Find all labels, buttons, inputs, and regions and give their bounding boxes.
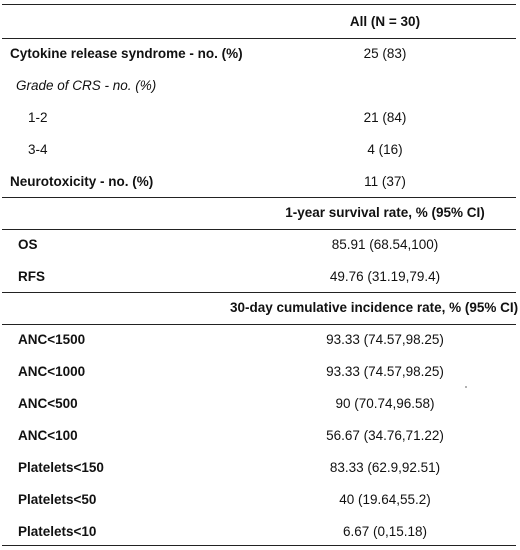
table-row-anc-1500: [0, 324, 516, 356]
row-label-grade-3-4: 3-4: [28, 142, 48, 157]
table-row-neurotoxicity: [0, 166, 516, 198]
section3-heading-row: [0, 292, 519, 324]
table-row-platelets-150: [0, 452, 516, 484]
table-row-grade-1-2: [0, 102, 516, 134]
section2-heading: 1-year survival rate, % (95% CI): [285, 205, 485, 220]
row-value-platelets-50: 40 (19.64,55.2): [339, 492, 431, 507]
row-label-anc-1000: ANC<1000: [18, 364, 86, 379]
table-row-crs-grade: [0, 70, 516, 102]
table-row-crs: [0, 38, 516, 70]
table-row-anc-1000: [0, 356, 516, 388]
row-label-crs: Cytokine release syndrome - no. (%): [10, 46, 243, 61]
row-value-anc-1500: 93.33 (74.57,98.25): [326, 332, 444, 347]
table-top-rule: [2, 4, 516, 5]
row-value-anc-500: 90 (70.74,96.58): [335, 396, 435, 411]
row-value-grade-1-2: 21 (84): [363, 110, 407, 125]
table-row-platelets-50: [0, 484, 516, 516]
table-row-grade-3-4: [0, 134, 516, 166]
row-value-os: 85.91 (68.54,100): [331, 237, 439, 252]
table-row-anc-500: [0, 388, 516, 420]
scan-speck: [465, 386, 467, 388]
row-label-anc-100: ANC<100: [18, 428, 78, 443]
row-label-platelets-10: Platelets<10: [18, 524, 97, 539]
row-label-platelets-150: Platelets<150: [18, 460, 104, 475]
table-row-os: [0, 229, 516, 261]
row-value-crs-grade: [254, 70, 516, 102]
row-label-grade-1-2: 1-2: [28, 110, 48, 125]
row-value-grade-3-4: 4 (16): [367, 142, 403, 157]
column-header-all: All (N = 30): [349, 14, 421, 29]
section3-heading: 30-day cumulative incidence rate, % (95% CI): [230, 300, 519, 315]
section2-heading-row: [0, 197, 516, 229]
row-value-platelets-10: 6.67 (0,15.18): [342, 524, 428, 539]
row-label-anc-1500: ANC<1500: [18, 332, 86, 347]
row-label-neurotoxicity: Neurotoxicity - no. (%): [10, 174, 154, 189]
table-row-rfs: [0, 261, 516, 293]
row-value-crs: 25 (83): [363, 46, 407, 61]
row-value-anc-1000: 93.33 (74.57,98.25): [326, 364, 444, 379]
row-label-rfs: RFS: [18, 269, 45, 284]
table-row-platelets-10: [0, 516, 516, 548]
row-value-rfs: 49.76 (31.19,79.4): [329, 269, 441, 284]
row-label-os: OS: [18, 237, 38, 252]
row-value-neurotoxicity: 11 (37): [364, 174, 406, 189]
row-value-platelets-150: 83.33 (62.9,92.51): [329, 460, 441, 475]
table-header-row: [0, 6, 516, 38]
table-row-anc-100: [0, 420, 516, 452]
table-bottom-rule: [2, 545, 516, 546]
row-label-platelets-50: Platelets<50: [18, 492, 97, 507]
row-label-anc-500: ANC<500: [18, 396, 78, 411]
row-value-anc-100: 56.67 (34.76,71.22): [326, 428, 444, 443]
row-label-crs-grade: Grade of CRS - no. (%): [16, 78, 157, 93]
